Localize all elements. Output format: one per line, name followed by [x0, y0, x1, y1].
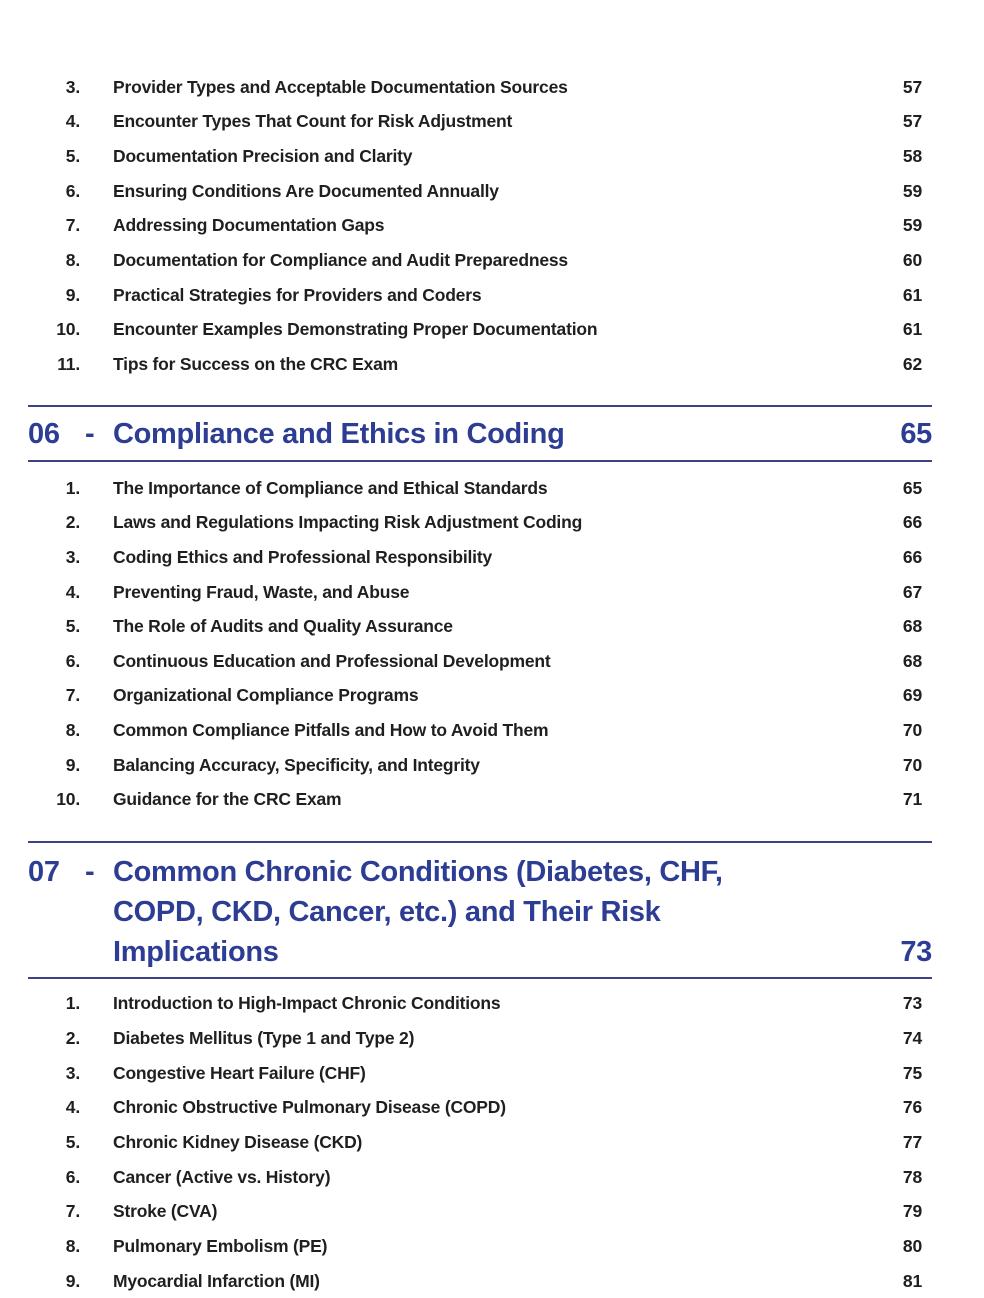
toc-entry-row [28, 1091, 932, 1126]
toc-entry-row [28, 609, 932, 644]
toc-entry-page: 57 [902, 76, 922, 97]
toc-entry-row [28, 1229, 932, 1264]
toc-entry-row [28, 1264, 932, 1298]
toc-entry-title: Balancing Accuracy, Specificity, and Integrity [113, 754, 480, 775]
toc-entry-number: 3. [65, 1062, 80, 1083]
toc-entry-title: Documentation for Compliance and Audit Preparedness [113, 250, 568, 271]
toc-entry-number: 5. [65, 1132, 80, 1153]
toc-entry-title: Preventing Fraud, Waste, and Abuse [113, 581, 410, 602]
toc-entry-row [28, 1195, 932, 1230]
toc-entry-number: 6. [65, 1166, 80, 1187]
toc-entry-page: 66 [902, 512, 922, 533]
section-title: Compliance and Ethics in Coding [113, 417, 565, 450]
toc-entry-title: Laws and Regulations Impacting Risk Adjustment Coding [113, 512, 583, 533]
toc-entry-page: 76 [902, 1097, 922, 1118]
toc-entry-page: 60 [902, 250, 922, 271]
toc-entry-title: Cancer (Active vs. History) [113, 1166, 331, 1187]
toc-entry-page: 79 [902, 1201, 922, 1222]
toc-entry-number: 7. [65, 215, 80, 236]
toc-entry-row [28, 209, 932, 244]
toc-entry-page: 58 [902, 146, 922, 167]
toc-entry-row [28, 105, 932, 140]
toc-entry-row [28, 312, 932, 347]
toc-entry-page: 59 [902, 180, 922, 201]
toc-entry-row [28, 679, 932, 714]
toc-entry-row [28, 243, 932, 278]
toc-entry-title: Provider Types and Acceptable Documentation Sources [113, 76, 568, 97]
toc-entry-title: Chronic Kidney Disease (CKD) [113, 1132, 363, 1153]
toc-entry-number: 3. [65, 546, 80, 567]
toc-entry-page: 66 [902, 546, 922, 567]
toc-entry-page: 77 [902, 1132, 922, 1153]
toc-entry-number: 9. [65, 284, 80, 305]
toc-section-06 [28, 405, 932, 817]
toc-entry-title: The Role of Audits and Quality Assurance [113, 616, 453, 637]
section-title: Common Chronic Conditions (Diabetes, CHF, COPD, CKD, Cancer, etc.) and Their Risk Implications [113, 856, 723, 969]
toc-entry-number: 10. [56, 319, 80, 340]
toc-entry-page: 61 [902, 319, 922, 340]
toc-section-07 [28, 841, 932, 1298]
toc-leading-list [28, 70, 932, 382]
toc-entry-title: Addressing Documentation Gaps [113, 215, 385, 236]
toc-entry-title: Pulmonary Embolism (PE) [113, 1235, 328, 1256]
toc-entry-number: 5. [65, 616, 80, 637]
toc-entry-title: Encounter Examples Demonstrating Proper Documentation [113, 319, 598, 340]
toc-entry-page: 73 [902, 993, 922, 1014]
toc-entry-title: Coding Ethics and Professional Responsibility [113, 546, 492, 567]
toc-entry-number: 4. [65, 581, 80, 602]
toc-entry-row [28, 139, 932, 174]
section-heading [28, 843, 932, 977]
toc-entry-row [28, 1160, 932, 1195]
toc-entry-title: Chronic Obstructive Pulmonary Disease (COPD) [113, 1097, 506, 1118]
toc-entry-row [28, 278, 932, 313]
section-page: 73 [900, 936, 932, 969]
section-number: 07 [28, 856, 60, 889]
toc-entry-row [28, 347, 932, 382]
section-divider-line [28, 460, 932, 462]
section-number: 06 [28, 417, 60, 450]
toc-entry-title: Diabetes Mellitus (Type 1 and Type 2) [113, 1028, 415, 1049]
toc-entry-title: Congestive Heart Failure (CHF) [113, 1062, 366, 1083]
toc-entry-row [28, 644, 932, 679]
toc-entry-number: 8. [65, 720, 80, 741]
toc-entry-title: Ensuring Conditions Are Documented Annually [113, 180, 499, 201]
toc-entry-number: 6. [65, 650, 80, 671]
toc-entry-number: 5. [65, 146, 80, 167]
toc-entry-number: 8. [65, 1235, 80, 1256]
toc-entry-row [28, 1125, 932, 1160]
toc-section-06-list [28, 471, 932, 817]
toc-entry-row [28, 505, 932, 540]
toc-entry-number: 7. [65, 685, 80, 706]
toc-section-07-list [28, 987, 932, 1298]
toc-entry-number: 9. [65, 1270, 80, 1291]
toc-entry-number: 2. [65, 512, 80, 533]
toc-entry-title: Organizational Compliance Programs [113, 685, 419, 706]
toc-entry-row [28, 540, 932, 575]
toc-entry-number: 9. [65, 754, 80, 775]
toc-entry-number: 11. [57, 353, 80, 374]
toc-entry-title: Stroke (CVA) [113, 1201, 218, 1222]
toc-entry-row [28, 70, 932, 105]
toc-entry-page: 70 [902, 754, 922, 775]
toc-entry-page: 69 [902, 685, 922, 706]
section-dash: - [85, 856, 95, 889]
toc-entry-row [28, 987, 932, 1022]
toc-entry-number: 4. [65, 1097, 80, 1118]
toc-entry-page: 68 [902, 616, 922, 637]
toc-entry-number: 1. [65, 993, 80, 1014]
toc-entry-row [28, 748, 932, 783]
toc-entry-page: 71 [902, 789, 922, 810]
toc-entry-page: 61 [902, 284, 922, 305]
toc-entry-page: 57 [902, 111, 922, 132]
toc-entry-page: 68 [902, 650, 922, 671]
toc-entry-page: 67 [902, 581, 922, 602]
toc-entry-row [28, 783, 932, 818]
toc-entry-row [28, 174, 932, 209]
toc-entry-row [28, 1056, 932, 1091]
toc-entry-number: 6. [65, 180, 80, 201]
toc-entry-page: 74 [902, 1028, 922, 1049]
toc-entry-title: Tips for Success on the CRC Exam [113, 353, 399, 374]
section-dash: - [85, 417, 95, 450]
toc-entry-title: Common Compliance Pitfalls and How to Avoid Them [113, 720, 549, 741]
toc-entry-number: 3. [65, 76, 80, 97]
toc-entry-page: 62 [902, 353, 922, 374]
section-page: 65 [900, 417, 932, 450]
toc-entry-title: Documentation Precision and Clarity [113, 146, 413, 167]
toc-entry-title: Continuous Education and Professional Development [113, 650, 551, 671]
toc-entry-number: 10. [56, 789, 80, 810]
toc-entry-title: Practical Strategies for Providers and Coders [113, 284, 482, 305]
toc-entry-page: 59 [902, 215, 922, 236]
toc-entry-title: Encounter Types That Count for Risk Adjustment [113, 111, 513, 132]
toc-entry-row [28, 471, 932, 506]
toc-entry-number: 8. [65, 250, 80, 271]
toc-entry-page: 80 [902, 1235, 922, 1256]
toc-entry-row [28, 1021, 932, 1056]
toc-entry-number: 4. [65, 111, 80, 132]
toc-entry-number: 2. [65, 1028, 80, 1049]
toc-entry-page: 81 [902, 1270, 922, 1291]
section-heading [28, 407, 932, 460]
toc-entry-number: 1. [65, 477, 80, 498]
toc-entry-page: 70 [902, 720, 922, 741]
toc-entry-page: 75 [902, 1062, 922, 1083]
toc-entry-title: Myocardial Infarction (MI) [113, 1270, 320, 1291]
toc-entry-title: Introduction to High-Impact Chronic Conditions [113, 993, 501, 1014]
toc-entry-row [28, 713, 932, 748]
toc-entry-title: The Importance of Compliance and Ethical Standards [113, 477, 548, 498]
toc-entry-page: 78 [902, 1166, 922, 1187]
toc-entry-row [28, 575, 932, 610]
toc-entry-title: Guidance for the CRC Exam [113, 789, 342, 810]
section-divider-line [28, 977, 932, 979]
toc-entry-number: 7. [65, 1201, 80, 1222]
toc-entry-page: 65 [902, 477, 922, 498]
